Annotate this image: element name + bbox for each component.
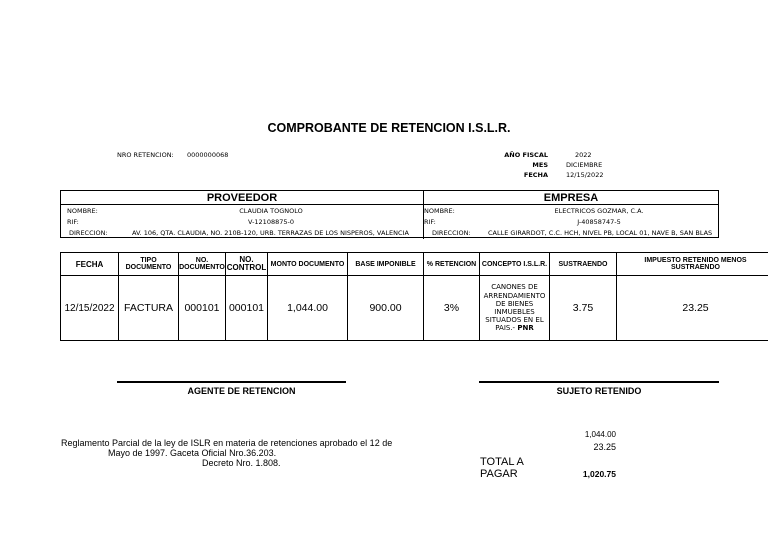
proveedor-nombre-label: NOMBRE: — [67, 207, 98, 215]
proveedor-direccion-label: DIRECCION: — [69, 229, 108, 237]
col-header-monto: MONTO DOCUMENTO — [270, 260, 345, 268]
empresa-header: EMPRESA — [424, 191, 718, 205]
agente-signature-line — [117, 381, 346, 383]
empresa-direccion: CALLE GIRARDOT, C.C. HCH, NIVEL PB, LOCAL 01, NAVE B, SAN BLAS — [488, 229, 713, 237]
col-header-tipo: TIPO DOCUMENTO — [125, 257, 172, 271]
col-header-no-documento: NO. DOCUMENTO — [179, 257, 225, 271]
mes-label: MES — [532, 161, 548, 169]
reglamento-line2: Mayo de 1997. Gaceta Oficial Nro.36.203. — [108, 448, 277, 458]
reglamento-line1: Reglamento Parcial de la ley de ISLR en materia de retenciones aprobado el 12 de — [61, 438, 393, 448]
empresa-nombre: ELECTRICOS GOZMAR, C.A. — [554, 207, 644, 215]
cell-no-control: 000101 — [228, 302, 265, 314]
cell-base: 900.00 — [369, 302, 402, 314]
sujeto-retenido-label: SUJETO RETENIDO — [556, 386, 642, 396]
cell-sustraendo: 3.75 — [572, 302, 594, 314]
anio-fiscal-label: AÑO FISCAL — [504, 151, 548, 159]
cell-fecha: 12/15/2022 — [64, 302, 115, 314]
empresa-direccion-label: DIRECCION: — [432, 229, 471, 237]
col-header-impuesto: IMPUESTO RETENIDO MENOS SUSTRAENDO — [644, 257, 747, 271]
cell-impuesto: 23.25 — [682, 302, 709, 314]
nro-retencion-value: 0000000068 — [187, 151, 229, 159]
concepto-code: PNR — [517, 324, 534, 333]
col-header-fecha: FECHA — [75, 259, 104, 269]
concepto-text: CANONES DE ARRENDAMIENTO DE BIENES INMUEBLES SITUADOS EN EL PAIS.- — [483, 283, 546, 333]
cell-concepto — [480, 276, 549, 340]
party-box — [60, 190, 719, 238]
proveedor-direccion: AV. 106, QTA. CLAUDIA, NO. 210B-120, URB. TERRAZAS DE LOS NISPEROS, VALENCIA — [132, 229, 409, 237]
total-pagar-label-1: TOTAL A — [480, 456, 524, 468]
total-pagar-label-2: PAGAR — [480, 468, 518, 480]
empresa-rif-label: RIF: — [424, 218, 436, 226]
total-monto: 1,044.00 — [584, 430, 616, 439]
anio-fiscal-value: 2022 — [575, 151, 592, 159]
nro-retencion-label: NRO RETENCION: — [117, 151, 174, 159]
fecha-value: 12/15/2022 — [566, 171, 604, 179]
empresa-rif: J-40858747-5 — [577, 218, 621, 226]
col-header-pct: % RETENCION — [426, 260, 477, 268]
proveedor-rif: V-12108875-0 — [248, 218, 294, 226]
retention-table — [60, 252, 768, 341]
total-retenido: 23.25 — [593, 442, 616, 452]
total-pagar-value: 1,020.75 — [582, 469, 616, 479]
cell-no-documento: 000101 — [184, 302, 220, 314]
empresa-nombre-label: NOMBRE: — [424, 207, 455, 215]
proveedor-rif-label: RIF: — [67, 218, 79, 226]
proveedor-header: PROVEEDOR — [61, 191, 423, 205]
cell-pct: 3% — [443, 302, 460, 314]
mes-value: DICIEMBRE — [566, 161, 603, 169]
agente-retencion-label: AGENTE DE RETENCION — [187, 386, 296, 396]
col-header-concepto: CONCEPTO I.S.L.R. — [481, 260, 548, 268]
fecha-label: FECHA — [523, 171, 548, 179]
cell-monto: 1,044.00 — [287, 302, 328, 314]
cell-tipo: FACTURA — [123, 302, 173, 314]
col-header-sustraendo: SUSTRAENDO — [558, 260, 608, 268]
reglamento-line3: Decreto Nro. 1.808. — [202, 458, 281, 468]
col-header-base: BASE IMPONIBLE — [355, 260, 416, 268]
sujeto-signature-line — [479, 381, 719, 383]
col-header-no-control: NO. CONTROL — [226, 255, 267, 272]
proveedor-nombre: CLAUDIA TOGNOLO — [239, 207, 303, 215]
document-title: COMPROBANTE DE RETENCION I.S.L.R. — [267, 121, 511, 135]
